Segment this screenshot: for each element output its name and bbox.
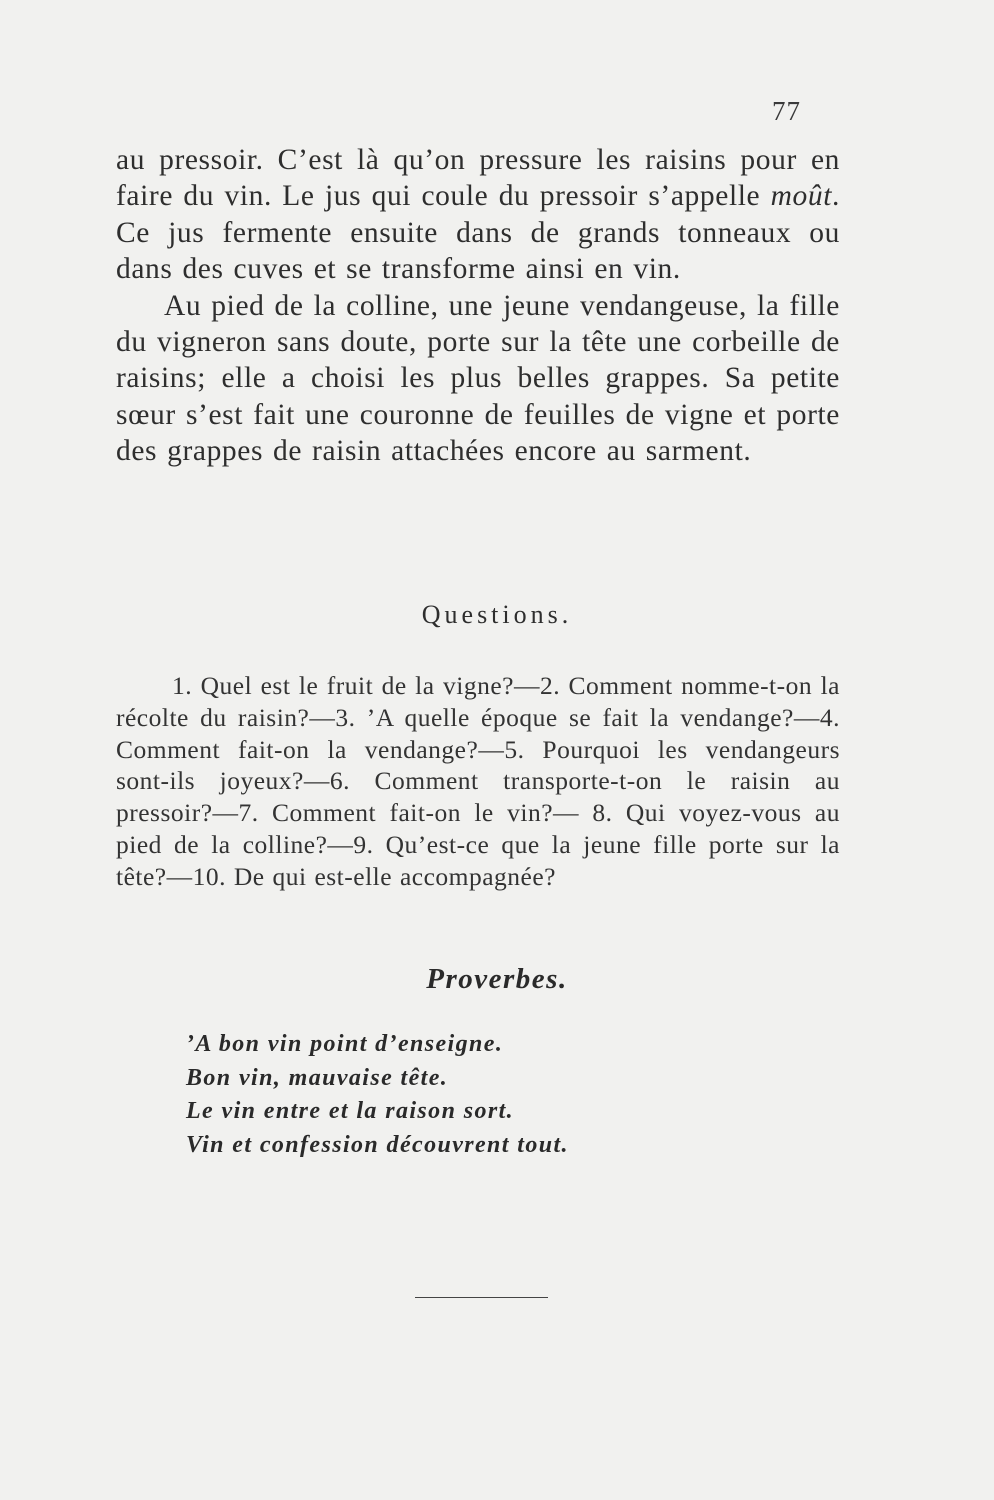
proverb-item: Vin et confession découvrent tout. bbox=[186, 1131, 569, 1158]
closing-rule bbox=[415, 1297, 548, 1298]
questions-text: 1. Quel est le fruit de la vigne?—2. Comment nomme-t-on la récolte du raisin?—3. ’A quelle époque se fait la vendange?—4. Comment fait-on la vendange?—5. Pourquoi les vendangeurs sont-ils joyeux?—6. Comment transporte-t-on le raisin au pressoir?—7. Comment fait-on le vin?— 8. Qui voyez-vous au pied de la colline?—9. Qu’est-ce que la jeune fille porte sur la tête?—10. De qui est-elle accompagnée? bbox=[116, 671, 840, 891]
paragraph-pressoir-end: . Ce jus fermente ensuite dans de grands tonneaux ou dans des cuves et se transforme ainsi en vin. bbox=[116, 180, 840, 286]
page-number: 77 bbox=[772, 96, 801, 126]
proverb-item: Le vin entre et la raison sort. bbox=[186, 1098, 515, 1125]
proverbs-list bbox=[186, 1028, 569, 1162]
body-text bbox=[116, 142, 840, 470]
paragraph-vendangeuse: Au pied de la colline, une jeune vendangeuse, la fille du vigneron sans doute, porte sur la tête une corbeille de raisins; elle a choisi les plus belles grappes. Sa petite sœur s’est fait une couronne de feuilles de vigne et porte des grappes de raisin attachées encore au sarment. bbox=[116, 289, 840, 468]
term-mout: moût bbox=[770, 180, 833, 213]
questions-heading: Questions. bbox=[421, 600, 573, 629]
paragraph-pressoir bbox=[116, 142, 840, 288]
proverb-item: Bon vin, mauvaise tête. bbox=[186, 1064, 449, 1091]
proverbs-title: Proverbes. bbox=[426, 963, 568, 995]
paragraph-pressoir-start: au pressoir. C’est là qu’on pressure les raisins pour en faire du vin. Le jus qui coule du pressoir s’appelle bbox=[116, 144, 840, 213]
proverb-item: ’A bon vin point d’enseigne. bbox=[186, 1031, 504, 1057]
